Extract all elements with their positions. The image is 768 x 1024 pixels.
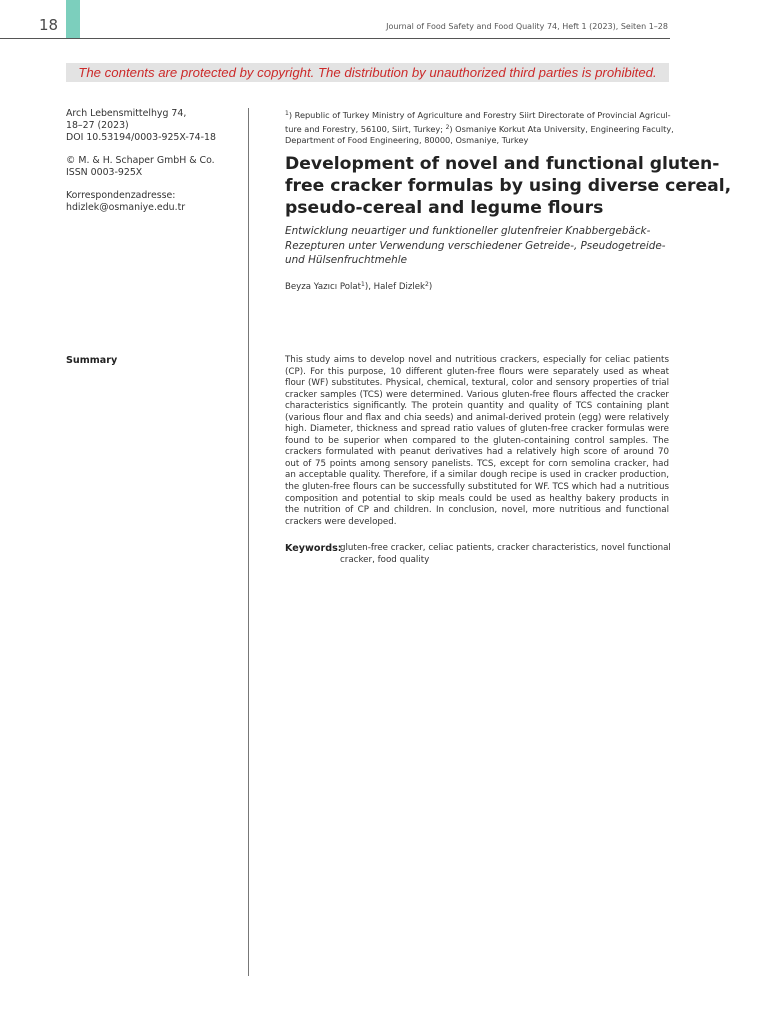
keywords-text (340, 543, 670, 566)
title-line: free cracker formulas by using diverse cereal, (285, 176, 732, 196)
abstract-line: flour (WF) substitutes. Physical, chemical, textural, color and sensory properties of trial (285, 378, 669, 389)
abstract-line: composition and potential to skip meals could be used as healthy bakery products in (285, 493, 669, 504)
affiliation-line (285, 122, 674, 136)
running-head: Journal of Food Safety and Food Quality 74, Heft 1 (2023), Seiten 1–28 (386, 22, 668, 31)
affiliation-line (285, 108, 669, 122)
abstract-line: crackers were developed. (285, 516, 397, 527)
abstract-line: (various flour and flax and chia seeds) and animal-derived protein (egg) were relatively (285, 412, 669, 423)
doi-line: DOI 10.53194/0003-925X-74-18 (66, 132, 216, 143)
copyright-banner: The contents are protected by copyright. The distribution by unauthorized third parties is prohibited. (66, 63, 669, 82)
abstract-line: an acceptable quality. Therefore, if a similar dough recipe is used in cracker production, (285, 470, 669, 481)
abstract-line: out of 75 points among sensory panelists. TCS, except for corn semolina cracker, had (285, 458, 669, 469)
publisher-line: © M. & H. Schaper GmbH & Co. (66, 155, 215, 166)
citation-line: Arch Lebensmittelhyg 74, (66, 108, 187, 119)
authors (285, 279, 432, 293)
author-name: Beyza Yazıcı Polat (285, 282, 362, 292)
author-closing: ) (428, 282, 433, 292)
page-number: 18 (39, 16, 59, 34)
abstract-line: (CP). For this purpose, 10 different gluten-free flours were separately used as wheat (285, 366, 669, 377)
accent-bar (66, 0, 80, 38)
correspondence-email[interactable]: hdizlek@osmaniye.edu.tr (66, 202, 186, 213)
affiliation-text: ) Republic of Turkey Ministry of Agriculture and Forestry Siirt Directorate of Provincial Agricul- (288, 110, 671, 120)
sidebar-metadata (66, 108, 236, 225)
publisher-block (66, 155, 236, 179)
subtitle-line: Entwicklung neuartiger und funktioneller glutenfreier Knabbergebäck- (285, 225, 651, 237)
article-title (285, 153, 732, 219)
abstract-line: found to be superior when compared to the gluten-containing control samples. The (285, 435, 669, 446)
header-rule (0, 38, 670, 39)
abstract (285, 355, 669, 528)
abstract-line: the gluten-free flours can be successfully substituted for WF. TCS which had a nutritious (285, 482, 669, 493)
affiliation-line: Department of Food Engineering, 80000, Osmaniye, Turkey (285, 135, 529, 145)
affiliations (285, 108, 674, 147)
abstract-line: This study aims to develop novel and nutritious crackers, especially for celiac patients (285, 355, 669, 365)
subtitle-line: und Hülsenfruchtmehle (285, 254, 408, 266)
affiliation-marker: 2 (445, 123, 450, 131)
abstract-line: the nutrition of CP and children. In conclusion, novel, more nutritious and functional (285, 505, 669, 516)
keywords-line: cracker, food quality (340, 554, 430, 565)
abstract-line: high. Diameter, thickness and spread ratio values of gluten-free cracker formulas were (285, 424, 669, 435)
column-divider (248, 108, 249, 976)
title-line: Development of novel and functional gluten- (285, 154, 720, 174)
affiliation-text: ) Osmaniye Korkut Ata University, Engineering Faculty, (449, 123, 674, 134)
affiliation-text: ture and Forestry, 56100, Siirt, Turkey; (285, 123, 446, 134)
article-subtitle-german (285, 224, 680, 268)
abstract-line: crackers formulated with peanut derivatives had a relatively high score of around 70 (285, 447, 669, 458)
abstract-line: cracker samples (TCS) were determined. Various gluten-free flours affected the cracker (285, 389, 669, 400)
citation-line: 18–27 (2023) (66, 120, 129, 131)
affiliation-marker: 1 (361, 281, 365, 288)
affiliation-marker: 1 (285, 110, 289, 117)
keywords-line: gluten-free cracker, celiac patients, cracker characteristics, novel functional (340, 543, 671, 553)
correspondence-label: Korrespondenzadresse: (66, 190, 176, 201)
subtitle-line: Rezepturen unter Verwendung verschiedener Getreide-, Pseudogetreide- (285, 239, 666, 252)
affiliation-marker: 2 (425, 281, 429, 288)
issn-line: ISSN 0003-925X (66, 167, 143, 178)
title-line: pseudo-cereal and legume flours (285, 198, 604, 218)
summary-heading: Summary (66, 355, 118, 366)
abstract-line: characteristics significantly. The protein quantity and quality of TCS containing plant (285, 401, 669, 412)
author-name: Halef Dizlek (373, 282, 425, 292)
correspondence-block (66, 190, 236, 214)
citation-block (66, 108, 236, 144)
keywords-label: Keywords: (285, 543, 342, 554)
author-separator: ), (364, 282, 374, 292)
